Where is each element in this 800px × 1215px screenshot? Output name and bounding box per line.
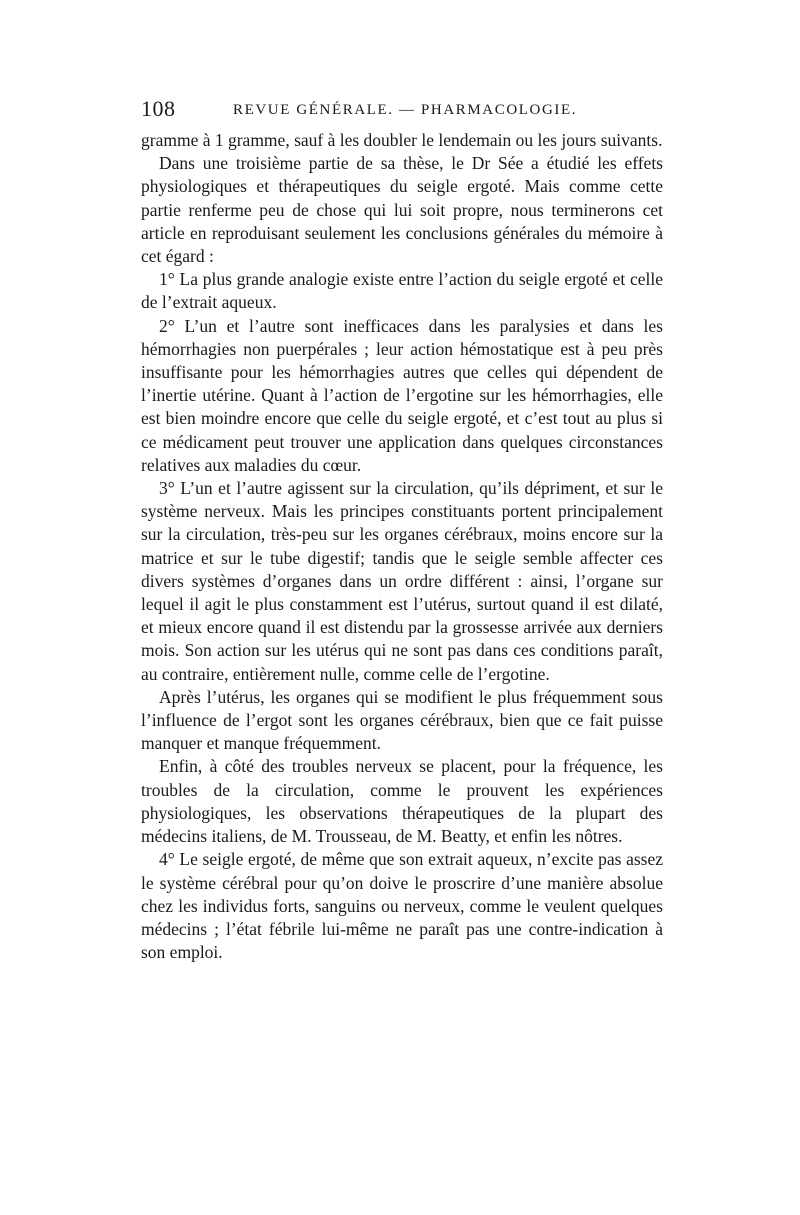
paragraph-circulation: Enfin, à côté des troubles nerveux se placent, pour la fréquence, les troubles de la circulation, comme le prouvent les expériences physiologiques, les observations thérapeutiques de la plupart des médecins italiens, de M. Trousseau, de M. Beatty, et enfin les nôtres. bbox=[141, 756, 663, 847]
paragraph-uterus: Après l’utérus, les organes qui se modifient le plus fréquemment sous l’influence de l’ergot sont les organes cérébraux, bien que ce fait puisse manquer et manque fréquemment. bbox=[141, 686, 663, 754]
page-number: 108 bbox=[141, 96, 176, 121]
conclusion-3: 3° L’un et l’autre agissent sur la circulation, qu’ils dépriment, et sur le système nerveux. Mais les principes constituants portent principalement sur la circulation, très-peu sur les organes cérébraux, moins encore sur la matrice et sur le tube digestif; tandis que le seigle semble affecter ces divers systèmes d’organes dans un ordre différent : ainsi, l’organe sur lequel il agit le plus constamment est l’utérus, surtout quand il est dilaté, et mieux encore quand il est distendu par la grossesse arrivée aux derniers mois. Son action sur les utérus qui ne sont pas dans ces conditions paraît, au contraire, entièrement nulle, comme celle de l’ergotine. bbox=[141, 478, 663, 684]
body-text bbox=[141, 129, 663, 964]
paragraph-intro: Dans une troisième partie de sa thèse, le Dr Sée a étudié les effets physiologiques et thérapeutiques du seigle ergoté. Mais comme cette partie renferme peu de chose qui lui soit propre, nous terminerons cet article en reproduisant seulement les conclusions générales du mémoire à cet égard : bbox=[141, 153, 663, 267]
conclusion-1: 1° La plus grande analogie existe entre l’action du seigle ergoté et celle de l’extrait aqueux. bbox=[141, 269, 663, 313]
paragraph-continuation: gramme à 1 gramme, sauf à les doubler le lendemain ou les jours suivants. bbox=[141, 130, 663, 150]
running-head: REVUE GÉNÉRALE. — PHARMACOLOGIE. bbox=[233, 102, 578, 118]
conclusion-2: 2° L’un et l’autre sont inefficaces dans les paralysies et dans les hémorrhagies non puerpérales ; leur action hémostatique est à peu près insuffisante pour les hémorrhagies autres que celles qui dépendent de l’inertie utérine. Quant à l’action de l’ergotine sur les hémorrhagies, elle est bien moindre encore que celle du seigle ergoté, et c’est tout au plus si ce médicament peut trouver une application dans quelques circonstances relatives aux maladies du cœur. bbox=[141, 315, 663, 475]
page-header bbox=[141, 96, 661, 126]
conclusion-4: 4° Le seigle ergoté, de même que son extrait aqueux, n’excite pas assez le système cérébral pour qu’on doive le proscrire d’une manière absolue chez les individus forts, sanguins ou nerveux, comme le veulent quelques médecins ; l’état fébrile lui-même ne paraît pas une contre-indication à son emploi. bbox=[141, 849, 663, 963]
